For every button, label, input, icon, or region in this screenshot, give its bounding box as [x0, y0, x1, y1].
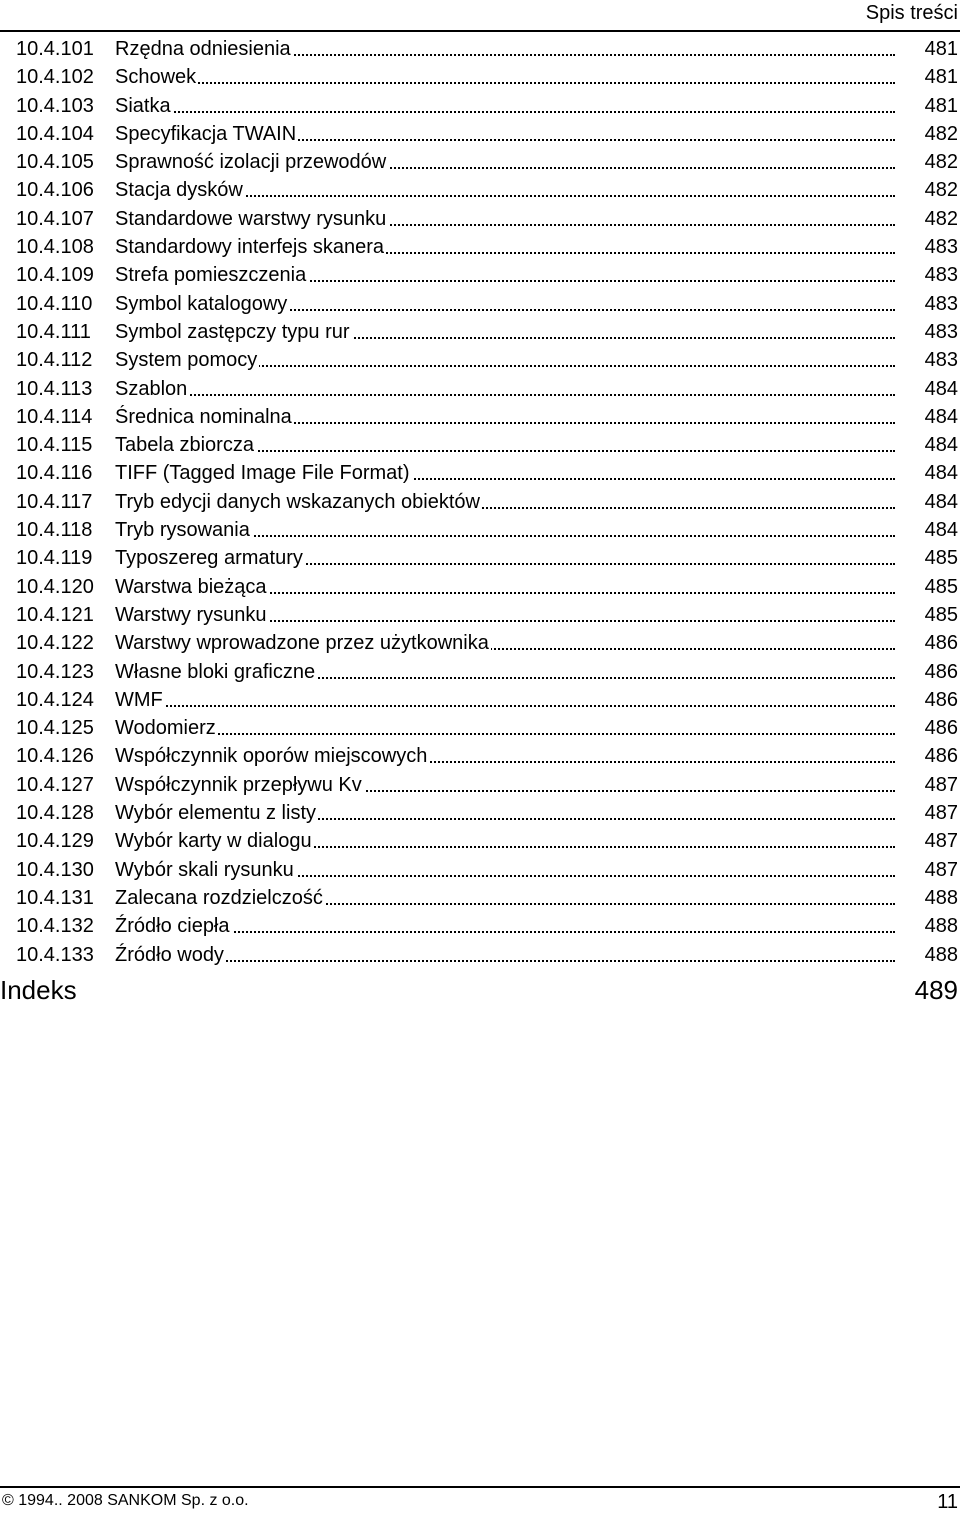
toc-entry-title-wrap [115, 660, 895, 684]
toc-entry-page-number: 485 [924, 603, 958, 626]
toc-entry-title: Standardowy interfejs skanera [115, 236, 385, 259]
toc-entry-title: Warstwy wprowadzone przez użytkownika [115, 632, 489, 655]
toc-entry[interactable] [0, 713, 960, 741]
toc-entry-title-wrap [115, 461, 895, 485]
toc-entry-title: Tryb rysowania [115, 519, 250, 542]
toc-entry[interactable] [0, 770, 960, 798]
toc-entry[interactable] [0, 345, 960, 373]
toc-entry-number: 10.4.118 [16, 519, 93, 542]
toc-entry-title: WMF [115, 688, 163, 711]
toc-entry[interactable] [0, 543, 960, 571]
toc-dot-leader [115, 82, 895, 84]
toc-entry-page-number: 485 [924, 547, 958, 570]
toc-entry-title: System pomocy [115, 349, 258, 372]
toc-entry-page-number: 482 [924, 151, 958, 174]
toc-entry[interactable] [0, 600, 960, 628]
toc-entry-page-number: 482 [924, 122, 958, 145]
toc-entry-number: 10.4.122 [16, 632, 94, 655]
toc-entry-page-number: 487 [924, 858, 958, 881]
toc-entry-page-number: 488 [924, 886, 958, 909]
toc-entry-number: 10.4.105 [16, 151, 94, 174]
toc-entry[interactable] [0, 798, 960, 826]
toc-entry-title-wrap [115, 320, 895, 344]
toc-entry-number: 10.4.120 [16, 575, 94, 598]
toc-entry-title-wrap [115, 546, 895, 570]
toc-entry[interactable] [0, 826, 960, 854]
page-header-title: Spis treści [865, 2, 958, 24]
toc-entry-title-wrap [115, 150, 895, 174]
toc-entry-title: Zalecana rozdzielczość [115, 886, 323, 909]
toc-entry-title: Wodomierz [115, 717, 216, 740]
toc-entry-title-wrap [115, 490, 895, 514]
toc-dot-leader [115, 111, 895, 113]
toc-entry-title-wrap [115, 773, 895, 797]
toc-index-entry[interactable] [0, 972, 960, 1008]
toc-entry-page-number: 484 [924, 405, 958, 428]
toc-entry-title-wrap [115, 716, 895, 740]
toc-entry-page-number: 483 [924, 292, 958, 315]
toc-entry-title-wrap [115, 943, 895, 967]
toc-entry-title: Schowek [115, 66, 197, 89]
toc-entry[interactable] [0, 260, 960, 288]
toc-entry-title-wrap [115, 405, 895, 429]
toc-entry-title: Wybór elementu z listy [115, 802, 316, 825]
toc-entry[interactable] [0, 204, 960, 232]
toc-entry-number: 10.4.102 [16, 66, 94, 89]
toc-entry-number: 10.4.113 [16, 377, 93, 400]
toc-entry-page-number: 484 [924, 462, 958, 485]
header-divider [0, 30, 960, 32]
toc-entry-title-wrap [115, 94, 895, 118]
toc-entry-title-wrap [115, 518, 895, 542]
toc-entry-title-wrap [115, 858, 895, 882]
toc-entry[interactable] [0, 685, 960, 713]
toc-entry-title-wrap [115, 292, 895, 316]
toc-entry-title-wrap [115, 348, 895, 372]
toc-entry-title: Typoszereg armatury [115, 547, 303, 570]
toc-entry-number: 10.4.129 [16, 830, 94, 853]
toc-entry-page-number: 487 [924, 773, 958, 796]
footer-copyright: © 1994.. 2008 SANKOM Sp. z o.o. [2, 1492, 249, 1509]
toc-entry-title-wrap [115, 263, 895, 287]
toc-entry-title: Wybór skali rysunku [115, 858, 294, 881]
toc-entry[interactable] [0, 91, 960, 119]
toc-entry-title-wrap [115, 744, 895, 768]
toc-entry-title-wrap [115, 65, 895, 89]
toc-entry-page-number: 486 [924, 688, 958, 711]
toc-dot-leader [115, 394, 895, 396]
toc-entry[interactable] [0, 911, 960, 939]
toc-entry-page-number: 487 [924, 802, 958, 825]
toc-entry[interactable] [0, 458, 960, 486]
toc-entry-number: 10.4.115 [16, 434, 93, 457]
toc-entry-number: 10.4.108 [16, 236, 94, 259]
toc-entry-page-number: 488 [924, 943, 958, 966]
toc-entry-title: Źródło ciepła [115, 915, 230, 938]
toc-entry-title: Rzędna odniesienia [115, 38, 291, 60]
toc-entry-title-wrap [115, 603, 895, 627]
toc-entry-number: 10.4.121 [16, 603, 94, 626]
toc-entry-title-wrap [115, 433, 895, 457]
toc-entry-title-wrap [115, 37, 895, 61]
toc-entry-number: 10.4.111 [16, 320, 91, 343]
toc-entry-number: 10.4.131 [16, 886, 94, 909]
toc-entry-title: Średnica nominalna [115, 405, 292, 428]
toc-entry-page-number: 484 [924, 434, 958, 457]
toc-entry-page-number: 481 [924, 66, 958, 89]
toc-dot-leader [115, 733, 895, 735]
toc-dot-leader [115, 960, 895, 962]
toc-entry-page-number: 488 [924, 915, 958, 938]
toc-list [0, 34, 960, 968]
toc-entry[interactable] [0, 232, 960, 260]
toc-entry[interactable] [0, 34, 960, 62]
index-label: Indeks [0, 975, 77, 1005]
toc-entry-title: Standardowe warstwy rysunku [115, 207, 387, 230]
toc-entry-number: 10.4.109 [16, 264, 94, 287]
toc-entry-title: Wybór karty w dialogu [115, 830, 312, 853]
index-page-number: 489 [914, 975, 958, 1005]
toc-entry[interactable] [0, 62, 960, 90]
toc-entry-title: Szablon [115, 377, 188, 400]
toc-entry-page-number: 484 [924, 519, 958, 542]
toc-entry-title-wrap [115, 178, 895, 202]
toc-entry-title: Własne bloki graficzne [115, 660, 316, 683]
toc-entry-title: Źródło wody [115, 943, 224, 966]
toc-entry-title-wrap [115, 886, 895, 910]
toc-entry-number: 10.4.128 [16, 802, 94, 825]
toc-entry-number: 10.4.123 [16, 660, 94, 683]
toc-entry-page-number: 486 [924, 745, 958, 768]
toc-entry-page-number: 483 [924, 349, 958, 372]
toc-entry-page-number: 483 [924, 320, 958, 343]
toc-entry-number: 10.4.114 [16, 405, 93, 428]
toc-entry[interactable] [0, 119, 960, 147]
toc-entry[interactable] [0, 430, 960, 458]
toc-entry[interactable] [0, 741, 960, 769]
toc-entry[interactable] [0, 317, 960, 345]
toc-entry-title: TIFF (Tagged Image File Format) [115, 462, 410, 485]
toc-entry-title: Współczynnik przepływu Kv [115, 773, 362, 796]
toc-entry-title-wrap [115, 688, 895, 712]
toc-entry-number: 10.4.110 [16, 292, 93, 315]
toc-entry-title: Stacja dysków [115, 179, 243, 202]
toc-entry-title: Symbol zastępczy typu rur [115, 320, 350, 343]
toc-entry[interactable] [0, 487, 960, 515]
toc-entry-title-wrap [115, 377, 895, 401]
toc-entry-title: Specyfikacja TWAIN [115, 122, 297, 145]
toc-entry-title-wrap [115, 801, 895, 825]
toc-entry-number: 10.4.126 [16, 745, 94, 768]
toc-entry[interactable] [0, 657, 960, 685]
toc-entry-number: 10.4.133 [16, 943, 94, 966]
toc-entry[interactable] [0, 572, 960, 600]
toc-entry-title-wrap [115, 122, 895, 146]
toc-entry-title: Warstwa bieżąca [115, 575, 267, 598]
toc-entry-number: 10.4.127 [16, 773, 94, 796]
toc-entry-number: 10.4.124 [16, 688, 94, 711]
toc-entry-number: 10.4.125 [16, 717, 94, 740]
toc-entry-page-number: 486 [924, 632, 958, 655]
toc-dot-leader [115, 931, 895, 933]
toc-entry[interactable] [0, 628, 960, 656]
toc-entry-title: Tabela zbiorcza [115, 434, 254, 457]
footer-divider [0, 1486, 960, 1488]
toc-entry-page-number: 485 [924, 575, 958, 598]
toc-entry-number: 10.4.130 [16, 858, 94, 881]
toc-entry[interactable] [0, 289, 960, 317]
toc-entry[interactable] [0, 855, 960, 883]
toc-entry-number: 10.4.116 [16, 462, 93, 485]
toc-entry-number: 10.4.101 [16, 38, 94, 60]
toc-entry-page-number: 483 [924, 264, 958, 287]
toc-entry-number: 10.4.117 [16, 490, 93, 513]
toc-entry-page-number: 481 [924, 38, 958, 60]
toc-entry-number: 10.4.107 [16, 207, 94, 230]
toc-entry-title-wrap [115, 631, 895, 655]
toc-entry-number: 10.4.103 [16, 94, 94, 117]
toc-entry-page-number: 482 [924, 207, 958, 230]
toc-entry-number: 10.4.119 [16, 547, 93, 570]
toc-entry-page-number: 486 [924, 717, 958, 740]
toc-entry[interactable] [0, 515, 960, 543]
toc-entry-page-number: 484 [924, 490, 958, 513]
toc-entry-number: 10.4.106 [16, 179, 94, 202]
toc-entry-title: Symbol katalogowy [115, 292, 288, 315]
toc-dot-leader [115, 705, 895, 707]
toc-entry-number: 10.4.112 [16, 349, 93, 372]
toc-entry-title-wrap [115, 575, 895, 599]
toc-entry-title-wrap [115, 235, 895, 259]
toc-entry-title-wrap [115, 914, 895, 938]
toc-entry-page-number: 483 [924, 236, 958, 259]
toc-entry-title: Siatka [115, 94, 171, 117]
toc-entry-title-wrap [115, 207, 895, 231]
toc-entry-page-number: 486 [924, 660, 958, 683]
toc-entry-title: Tryb edycji danych wskazanych obiektów [115, 490, 480, 513]
toc-entry-page-number: 481 [924, 94, 958, 117]
toc-entry[interactable] [0, 940, 960, 968]
toc-entry-title: Warstwy rysunku [115, 603, 267, 626]
toc-entry-title-wrap [115, 829, 895, 853]
toc-entry-page-number: 487 [924, 830, 958, 853]
toc-entry-title: Sprawność izolacji przewodów [115, 151, 387, 174]
toc-entry-page-number: 482 [924, 179, 958, 202]
toc-entry[interactable] [0, 402, 960, 430]
toc-entry-title: Współczynnik oporów miejscowych [115, 745, 428, 768]
toc-entry-number: 10.4.132 [16, 915, 94, 938]
toc-entry[interactable] [0, 175, 960, 203]
toc-entry[interactable] [0, 883, 960, 911]
toc-entry[interactable] [0, 374, 960, 402]
toc-entry[interactable] [0, 147, 960, 175]
toc-entry-page-number: 484 [924, 377, 958, 400]
footer-page-number: 11 [937, 1491, 958, 1513]
toc-entry-number: 10.4.104 [16, 122, 94, 145]
toc-entry-title: Strefa pomieszczenia [115, 264, 307, 287]
